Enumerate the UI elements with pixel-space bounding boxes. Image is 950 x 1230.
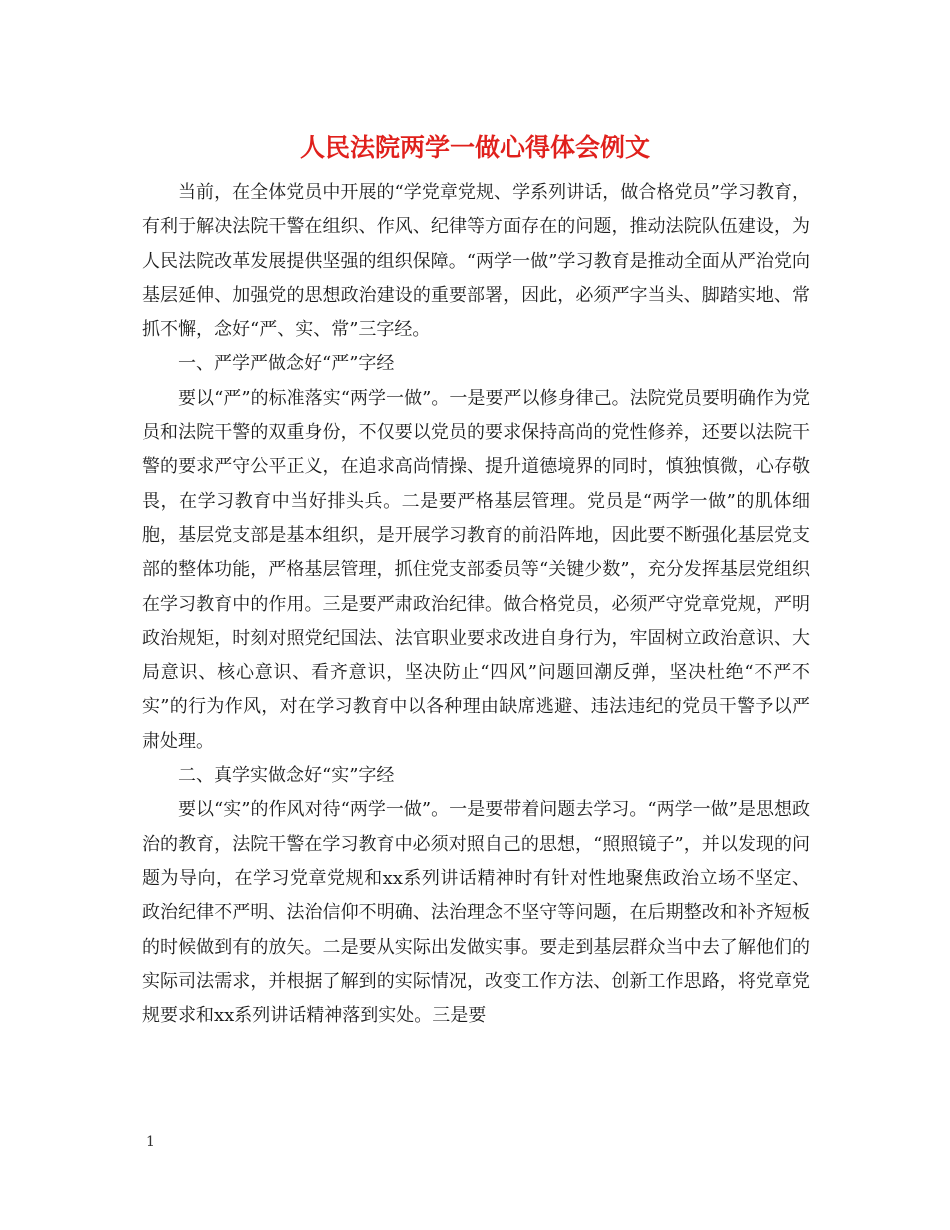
document-title: 人民法院两学一做心得体会例文 bbox=[299, 133, 650, 162]
paragraph-strict: 要以“严”的标准落实“两学一做”。一是要严以修身律己。法院党员要明确作为党员和法院干警的双重身份，不仅要以党员的要求保持高尚的党性修养，还要以法院干警的要求严守公平正义，在追求高尚情操、提升道德境界的同时，慎独慎微，心存敬畏，在学习教育中当好排头兵。二是要严格基层管理。党员是“两学一做”的肌体细胞，基层党支部是基本组织，是开展学习教育的前沿阵地，因此要不断强化基层党支部的整体功能，严格基层管理，抓住党支部委员等“关键少数”，充分发挥基层党组织在学习教育中的作用。三是要严肃政治纪律。做合格党员，必须严守党章党规，严明政治规矩，时刻对照党纪国法、法官职业要求改进自身行为，牢固树立政治意识、大局意识、核心意识、看齐意识，坚决防止“四风”问题回潮反弹，坚决杜绝“不严不实”的行为作风，对在学习教育中以各种理由缺席逃避、违法违纪的党员干警予以严肃处理。 bbox=[142, 387, 810, 752]
paragraph-intro: 当前，在全体党员中开展的“学党章党规、学系列讲话，做合格党员”学习教育，有利于解决法院干警在组织、作风、纪律等方面存在的问题，推动法院队伍建设，为人民法院改革发展提供坚强的组织保障。“两学一做”学习教育是推动全面从严治党向基层延伸、加强党的思想政治建设的重要部署，因此，必须严字当头、脚踏实地、常抓不懈，念好“严、实、常”三字经。 bbox=[142, 182, 810, 341]
page-number: 1 bbox=[146, 1134, 155, 1150]
section-heading-practical: 二、真学实做念好“实”字经 bbox=[178, 765, 395, 787]
section-heading-strict: 一、严学严做念好“严”字经 bbox=[178, 353, 395, 375]
paragraph-practical: 要以“实”的作风对待“两学一做”。一是要带着问题去学习。“两学一做”是思想政治的教育，法院干警在学习教育中必须对照自己的思想，“照照镜子”，并以发现的问题为导向，在学习党章党规和xx系列讲话精神时有针对性地聚焦政治立场不坚定、政治纪律不严明、法治信仰不明确、法治理念不坚守等问题，在后期整改和补齐短板的时候做到有的放矢。二是要从实际出发做实事。要走到基层群众当中去了解他们的实际司法需求，并根据了解到的实际情况，改变工作方法、创新工作思路，将党章党规要求和xx系列讲话精神落到实处。三是要 bbox=[142, 799, 810, 1027]
document-body bbox=[142, 176, 810, 1033]
